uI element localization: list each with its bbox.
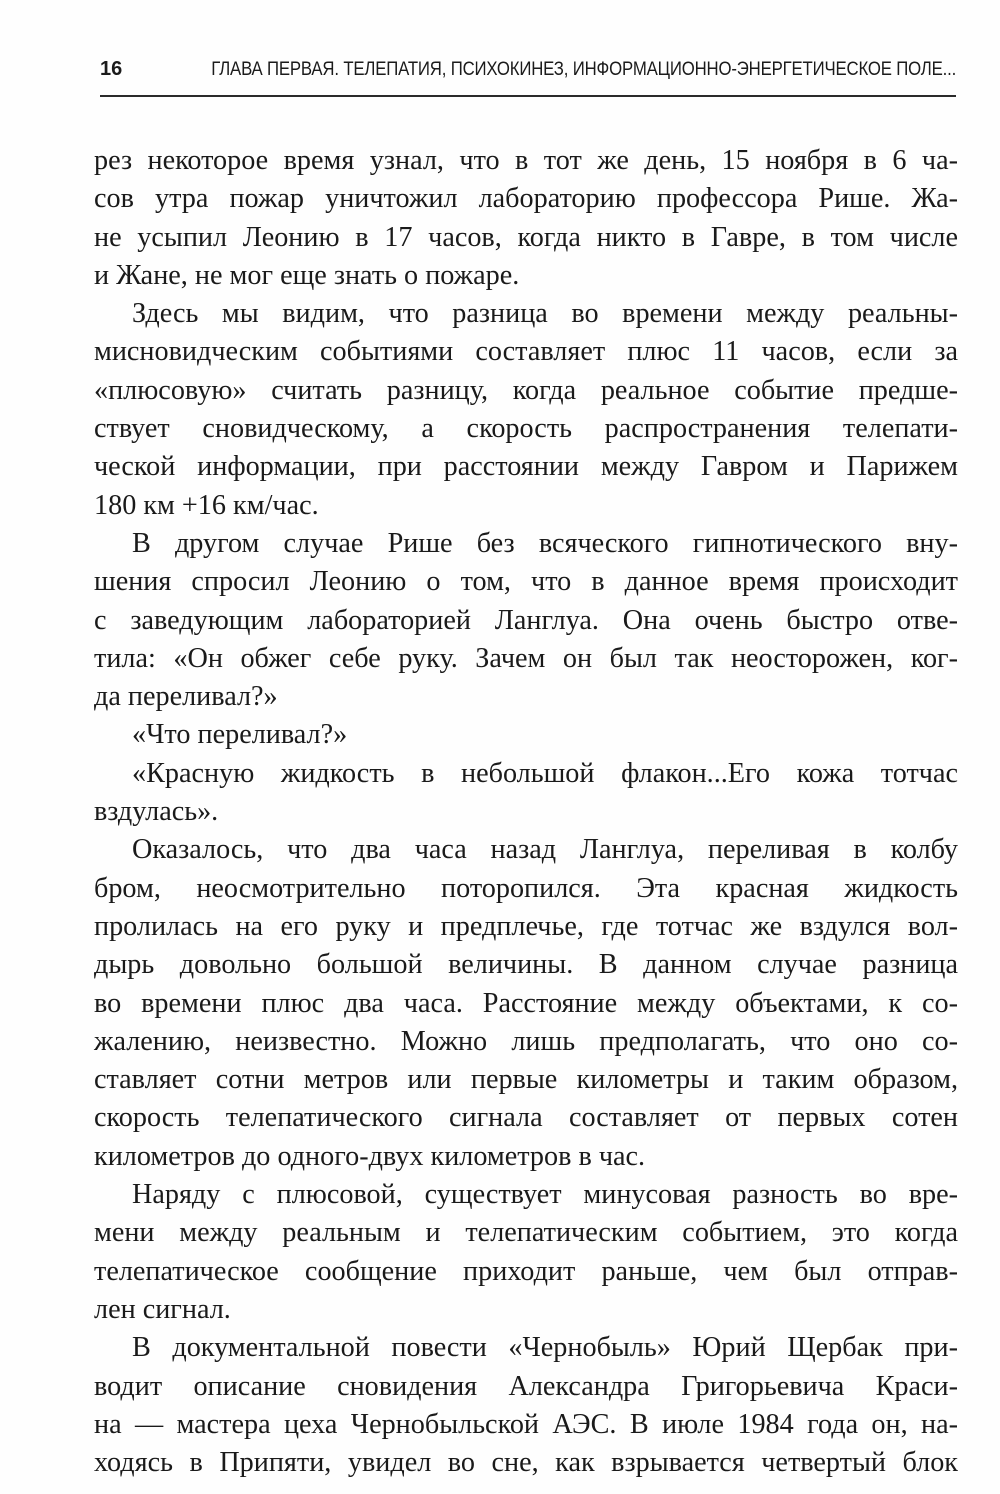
text-line: мисновидческим событиями составляет плюс 11 часов, если за: [94, 336, 958, 368]
text-line: ческой информации, при расстоянии между Гавром и Парижем: [94, 451, 958, 483]
page-number: 16: [100, 58, 123, 80]
text-line: лен сигнал.: [94, 1293, 231, 1325]
text-line: скорость телепатического сигнала составляет от первых сотен: [94, 1102, 958, 1134]
text-line: Здесь мы видим, что разница во времени между реальны-: [132, 298, 958, 330]
text-line: во времени плюс два часа. Расстояние между объектами, к со-: [94, 987, 958, 1019]
text-line: мени между реальным и телепатическим событием, это когда: [94, 1217, 958, 1249]
text-line: да переливал?»: [94, 681, 278, 713]
chapter-title: ГЛАВА ПЕРВАЯ. ТЕЛЕПАТИЯ, ПСИХОКИНЕЗ, ИНФОРМАЦИОННО-ЭНЕРГЕТИЧЕСКОЕ ПОЛЕ...: [211, 58, 956, 80]
header-divider: [100, 95, 956, 97]
text-line: жалению, неизвестно. Можно лишь предполагать, что оно со-: [94, 1025, 958, 1057]
text-line: ставляет сотни метров или первые километры и таким образом,: [94, 1064, 958, 1096]
text-line: вздулась».: [94, 796, 219, 828]
text-line: водит описание сновидения Александра Григорьевича Краси-: [94, 1370, 958, 1402]
text-line: «Что переливал?»: [132, 719, 348, 751]
body-text: [94, 142, 958, 1482]
text-line: и Жане, не мог еще знать о пожаре.: [94, 259, 520, 291]
text-line: «плюсовую» считать разницу, когда реальное событие предше-: [94, 374, 958, 406]
text-line: В документальной повести «Чернобыль» Юрий Щербак при-: [132, 1332, 958, 1364]
text-line: с заведующим лабораторией Ланглуа. Она очень быстро отве-: [94, 604, 958, 636]
text-line: ствует сновидческому, а скорость распространения телепати-: [94, 413, 958, 445]
text-line: пролилась на его руку и предплечье, где тотчас же вздулся вол-: [94, 910, 958, 942]
text-line: дырь довольно большой величины. В данном случае разница: [94, 949, 958, 981]
text-line: В другом случае Рише без всяческого гипнотического вну-: [132, 527, 958, 559]
text-line: на — мастера цеха Чернобыльской АЭС. В июле 1984 года он, на-: [94, 1408, 958, 1440]
text-line: ходясь в Припяти, увидел во сне, как взрывается четвертый блок: [94, 1447, 958, 1479]
text-line: 180 км +16 км/час.: [94, 489, 319, 521]
text-line: не усыпил Леонию в 17 часов, когда никто в Гавре, в том числе: [94, 221, 958, 253]
text-line: телепатическое сообщение приходит раньше, чем был отправ-: [94, 1255, 958, 1287]
text-line: «Красную жидкость в небольшой флакон...Его кожа тотчас: [132, 757, 958, 789]
text-line: Наряду с плюсовой, существует минусовая разность во вре-: [132, 1179, 958, 1211]
text-line: Оказалось, что два часа назад Ланглуа, переливая в колбу: [132, 834, 958, 866]
text-line: шения спросил Леонию о том, что в данное время происходит: [94, 566, 958, 598]
running-header: [100, 54, 956, 90]
text-line: рез некоторое время узнал, что в тот же день, 15 ноября в 6 ча-: [94, 145, 958, 176]
text-line: тила: «Он обжег себе руку. Зачем он был так неосторожен, ког-: [94, 642, 958, 674]
text-line: сов утра пожар уничтожил лабораторию профессора Рише. Жа-: [94, 183, 958, 215]
text-line: километров до одного-двух километров в час.: [94, 1140, 646, 1172]
text-line: бром, неосмотрительно поторопился. Эта красная жидкость: [94, 872, 958, 904]
